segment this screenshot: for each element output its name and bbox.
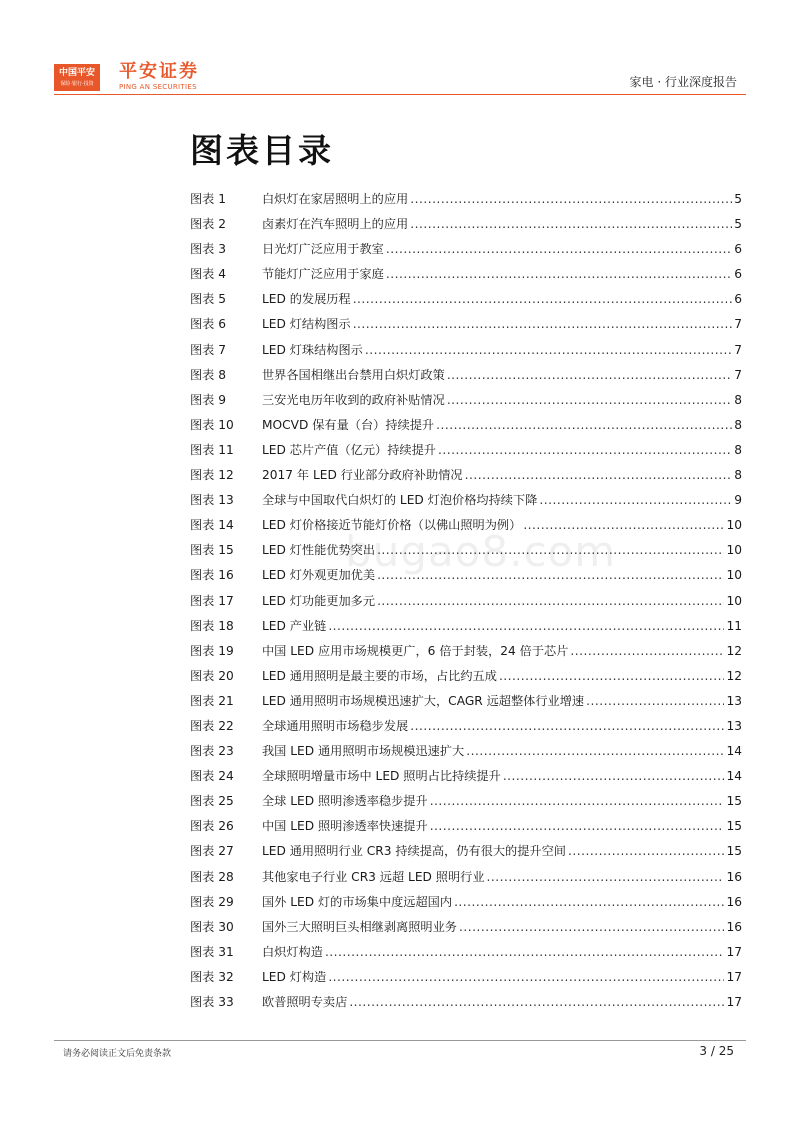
toc-figure-title: LED 灯功能更加多元 bbox=[262, 593, 376, 608]
toc-page-number: 15 bbox=[726, 794, 742, 809]
toc-figure-title: LED 灯价格接近节能灯价格（以佛山照明为例） bbox=[262, 518, 522, 533]
toc-figure-title: LED 通用照明是最主要的市场，占比约五成 bbox=[262, 668, 497, 683]
toc-leader-dots bbox=[410, 192, 732, 206]
toc-figure-label: 图表 15 bbox=[190, 543, 234, 558]
toc-page-number: 15 bbox=[726, 844, 742, 859]
brand-name-cn: 平安证券 bbox=[119, 61, 199, 82]
footer-divider bbox=[54, 1040, 746, 1041]
toc-row[interactable] bbox=[190, 315, 742, 340]
toc-figure-label: 图表 13 bbox=[190, 493, 234, 508]
toc-page-number: 14 bbox=[726, 744, 742, 759]
page-number: 3 / 25 bbox=[699, 1044, 734, 1058]
header-divider bbox=[54, 94, 746, 95]
toc-figure-title: 全球照明增量市场中 LED 照明占比持续提升 bbox=[262, 769, 501, 784]
toc-leader-dots bbox=[386, 267, 732, 281]
toc-leader-dots bbox=[447, 393, 732, 407]
toc-page-number: 16 bbox=[726, 869, 742, 884]
page-header bbox=[0, 0, 800, 96]
toc-figure-label: 图表 16 bbox=[190, 568, 234, 583]
toc-page-number: 7 bbox=[734, 367, 742, 382]
toc-figure-title: 2017 年 LED 行业部分政府补助情况 bbox=[262, 468, 463, 483]
toc-row[interactable] bbox=[190, 717, 742, 742]
toc-figure-label: 图表 28 bbox=[190, 869, 234, 884]
toc-page-number: 10 bbox=[726, 568, 742, 583]
toc-figure-title: 中国 LED 应用市场规模更广，6 倍于封装，24 倍于芯片 bbox=[262, 643, 569, 658]
toc-figure-label: 图表 12 bbox=[190, 468, 234, 483]
toc-figure-title: 全球 LED 照明渗透率稳步提升 bbox=[262, 794, 428, 809]
toc-leader-dots bbox=[377, 594, 724, 608]
logo-box-line1: 中国平安 bbox=[58, 68, 95, 78]
watermark: bugao8.com bbox=[345, 527, 617, 576]
toc-leader-dots bbox=[430, 819, 725, 833]
toc-figure-label: 图表 22 bbox=[190, 718, 234, 733]
toc-figure-label: 图表 29 bbox=[190, 894, 234, 909]
toc-figure-label: 图表 1 bbox=[190, 192, 227, 206]
toc-page-number: 17 bbox=[726, 995, 742, 1009]
toc-leader-dots bbox=[430, 794, 725, 808]
toc-leader-dots bbox=[436, 418, 732, 432]
toc-figure-title: LED 灯外观更加优美 bbox=[262, 568, 376, 583]
toc-figure-label: 图表 33 bbox=[190, 995, 234, 1009]
toc-row[interactable] bbox=[190, 918, 742, 943]
toc-figure-label: 图表 23 bbox=[190, 744, 234, 759]
toc-page-number: 17 bbox=[726, 944, 742, 959]
toc-figure-title: 卤素灯在汽车照明上的应用 bbox=[262, 217, 409, 232]
toc-leader-dots bbox=[325, 945, 725, 959]
toc-row[interactable] bbox=[190, 190, 742, 215]
toc-page-number: 6 bbox=[734, 242, 742, 257]
toc-leader-dots bbox=[365, 343, 732, 357]
toc-figure-label: 图表 6 bbox=[190, 317, 227, 332]
toc-page-number: 9 bbox=[734, 493, 742, 508]
logo-box-line2: 保险·银行·投资 bbox=[60, 81, 94, 87]
toc-leader-dots bbox=[353, 317, 733, 331]
toc-figure-label: 图表 7 bbox=[190, 342, 227, 357]
toc-page-number: 10 bbox=[726, 543, 742, 558]
toc-leader-dots bbox=[410, 719, 724, 733]
toc-row[interactable] bbox=[190, 692, 742, 717]
toc-leader-dots bbox=[586, 694, 724, 708]
toc-figure-label: 图表 9 bbox=[190, 392, 227, 407]
toc-leader-dots bbox=[459, 920, 724, 934]
toc-row[interactable] bbox=[190, 667, 742, 692]
toc-figure-label: 图表 17 bbox=[190, 593, 234, 608]
toc-page-number: 8 bbox=[734, 442, 742, 457]
toc-row[interactable] bbox=[190, 566, 742, 591]
toc-figure-label: 图表 26 bbox=[190, 819, 234, 834]
toc-page-number: 10 bbox=[726, 593, 742, 608]
toc-page-number: 6 bbox=[734, 267, 742, 282]
toc-row[interactable] bbox=[190, 391, 742, 416]
toc-figure-label: 图表 30 bbox=[190, 919, 234, 934]
toc-row[interactable] bbox=[190, 491, 742, 516]
toc-page-number: 5 bbox=[734, 192, 742, 206]
toc-leader-dots bbox=[377, 543, 724, 557]
toc-row[interactable] bbox=[190, 817, 742, 842]
brand-name-en: PING AN SECURITIES bbox=[119, 83, 197, 91]
toc-row[interactable] bbox=[190, 290, 742, 315]
toc-figure-title: 中国 LED 照明渗透率快速提升 bbox=[262, 819, 428, 834]
toc-figure-label: 图表 8 bbox=[190, 367, 227, 382]
toc-leader-dots bbox=[487, 870, 725, 884]
toc-leader-dots bbox=[539, 493, 732, 507]
toc-figure-title: 国外三大照明巨头相继剥离照明业务 bbox=[262, 919, 457, 934]
toc-page-number: 14 bbox=[726, 769, 742, 784]
toc-page-number: 8 bbox=[734, 417, 742, 432]
toc-page-number: 16 bbox=[726, 919, 742, 934]
toc-row[interactable] bbox=[190, 240, 742, 265]
toc-figure-title: 日光灯广泛应用于教室 bbox=[262, 242, 384, 257]
toc-leader-dots bbox=[466, 744, 724, 758]
toc-page-number: 7 bbox=[734, 342, 742, 357]
toc-figure-title: LED 通用照明市场规模迅速扩大，CAGR 远超整体行业增速 bbox=[262, 693, 585, 708]
page-title: 图表目录 bbox=[190, 131, 334, 170]
report-category: 家电 · 行业深度报告 bbox=[629, 75, 737, 89]
toc-leader-dots bbox=[386, 242, 732, 256]
toc-page-number: 13 bbox=[726, 718, 742, 733]
toc-figure-label: 图表 24 bbox=[190, 769, 234, 784]
toc-row[interactable] bbox=[190, 792, 742, 817]
toc-figure-label: 图表 19 bbox=[190, 643, 234, 658]
toc-row[interactable] bbox=[190, 366, 742, 391]
toc-leader-dots bbox=[377, 568, 724, 582]
toc-figure-title: 节能灯广泛应用于家庭 bbox=[262, 267, 384, 282]
toc-figure-title: 全球与中国取代白炽灯的 LED 灯泡价格均持续下降 bbox=[262, 493, 538, 508]
toc-figure-label: 图表 20 bbox=[190, 668, 234, 683]
toc-page-number: 10 bbox=[726, 518, 742, 533]
toc-figure-title: 其他家电子行业 CR3 远超 LED 照明行业 bbox=[262, 869, 485, 884]
toc-row[interactable] bbox=[190, 516, 742, 541]
toc-page-number: 8 bbox=[734, 468, 742, 483]
toc-row[interactable] bbox=[190, 617, 742, 642]
toc-page-number: 16 bbox=[726, 894, 742, 909]
toc-figure-label: 图表 31 bbox=[190, 944, 234, 959]
toc-leader-dots bbox=[328, 970, 724, 984]
toc-leader-dots bbox=[503, 769, 725, 783]
toc-figure-title: 我国 LED 通用照明市场规模迅速扩大 bbox=[262, 744, 465, 759]
toc-page-number: 5 bbox=[734, 217, 742, 232]
toc-row[interactable] bbox=[190, 441, 742, 466]
toc-figure-title: LED 芯片产值（亿元）持续提升 bbox=[262, 442, 436, 457]
toc-figure-label: 图表 4 bbox=[190, 267, 227, 282]
toc-row[interactable] bbox=[190, 265, 742, 290]
toc-page-number: 6 bbox=[734, 292, 742, 307]
toc-figure-label: 图表 14 bbox=[190, 518, 234, 533]
toc-page-number: 12 bbox=[726, 643, 742, 658]
toc-page-number: 12 bbox=[726, 668, 742, 683]
toc-row[interactable] bbox=[190, 541, 742, 566]
toc-figure-label: 图表 5 bbox=[190, 292, 227, 307]
toc-figure-label: 图表 3 bbox=[190, 242, 227, 257]
toc-figure-title: LED 灯珠结构图示 bbox=[262, 342, 363, 357]
footer-disclaimer[interactable]: 请务必阅读正文后免责条款 bbox=[63, 1049, 172, 1059]
toc-page-number: 13 bbox=[726, 693, 742, 708]
toc-figure-label: 图表 18 bbox=[190, 618, 234, 633]
toc-figure-label: 图表 11 bbox=[190, 442, 234, 457]
toc-figure-title: LED 灯结构图示 bbox=[262, 317, 351, 332]
toc-leader-dots bbox=[438, 443, 732, 457]
toc-figure-title: 国外 LED 灯的市场集中度远超国内 bbox=[262, 894, 453, 909]
toc-leader-dots bbox=[568, 844, 725, 858]
toc-row[interactable] bbox=[190, 742, 742, 767]
toc-figure-title: LED 灯构造 bbox=[262, 969, 327, 984]
toc-figure-title: LED 通用照明行业 CR3 持续提高，仍有很大的提升空间 bbox=[262, 844, 566, 859]
toc-page-number: 15 bbox=[726, 819, 742, 834]
toc-figure-label: 图表 2 bbox=[190, 217, 227, 232]
toc-figure-label: 图表 32 bbox=[190, 969, 234, 984]
toc-page-number: 8 bbox=[734, 392, 742, 407]
toc-leader-dots bbox=[349, 995, 724, 1009]
toc-row[interactable] bbox=[190, 842, 742, 867]
toc-figure-label: 图表 25 bbox=[190, 794, 234, 809]
toc-row[interactable] bbox=[190, 993, 742, 1018]
toc-figure-title: 世界各国相继出台禁用白炽灯政策 bbox=[262, 367, 445, 382]
toc-leader-dots bbox=[499, 669, 725, 683]
toc-figure-title: 白炽灯构造 bbox=[262, 944, 323, 959]
toc-figure-title: LED 灯性能优势突出 bbox=[262, 543, 376, 558]
toc-figure-title: LED 的发展历程 bbox=[262, 292, 351, 307]
toc-leader-dots bbox=[465, 468, 733, 482]
toc-figure-title: 欧普照明专卖店 bbox=[262, 995, 348, 1009]
toc-row[interactable] bbox=[190, 968, 742, 993]
toc-row[interactable] bbox=[190, 767, 742, 792]
toc-leader-dots bbox=[447, 368, 732, 382]
toc-row[interactable] bbox=[190, 642, 742, 667]
toc-row[interactable] bbox=[190, 943, 742, 968]
toc-row[interactable] bbox=[190, 416, 742, 441]
toc-row[interactable] bbox=[190, 466, 742, 491]
figure-toc-list bbox=[190, 190, 742, 1018]
toc-row[interactable] bbox=[190, 893, 742, 918]
toc-figure-title: 白炽灯在家居照明上的应用 bbox=[262, 192, 409, 206]
toc-page-number: 17 bbox=[726, 969, 742, 984]
toc-row[interactable] bbox=[190, 341, 742, 366]
toc-figure-title: 全球通用照明市场稳步发展 bbox=[262, 718, 409, 733]
toc-page-number: 7 bbox=[734, 317, 742, 332]
toc-figure-title: 三安光电历年收到的政府补贴情况 bbox=[262, 392, 445, 407]
toc-leader-dots bbox=[454, 895, 724, 909]
toc-leader-dots bbox=[328, 619, 724, 633]
toc-figure-label: 图表 10 bbox=[190, 417, 234, 432]
toc-leader-dots bbox=[410, 217, 732, 231]
toc-figure-title: LED 产业链 bbox=[262, 618, 327, 633]
toc-leader-dots bbox=[570, 644, 724, 658]
toc-leader-dots bbox=[523, 518, 724, 532]
toc-row[interactable] bbox=[190, 215, 742, 240]
toc-row[interactable] bbox=[190, 592, 742, 617]
toc-row[interactable] bbox=[190, 868, 742, 893]
toc-page-number: 11 bbox=[726, 618, 742, 633]
brand-logo bbox=[119, 62, 199, 92]
pingan-group-logo bbox=[54, 64, 100, 91]
toc-figure-label: 图表 21 bbox=[190, 693, 234, 708]
toc-figure-label: 图表 27 bbox=[190, 844, 234, 859]
toc-leader-dots bbox=[353, 292, 733, 306]
toc-figure-title: MOCVD 保有量（台）持续提升 bbox=[262, 417, 435, 432]
